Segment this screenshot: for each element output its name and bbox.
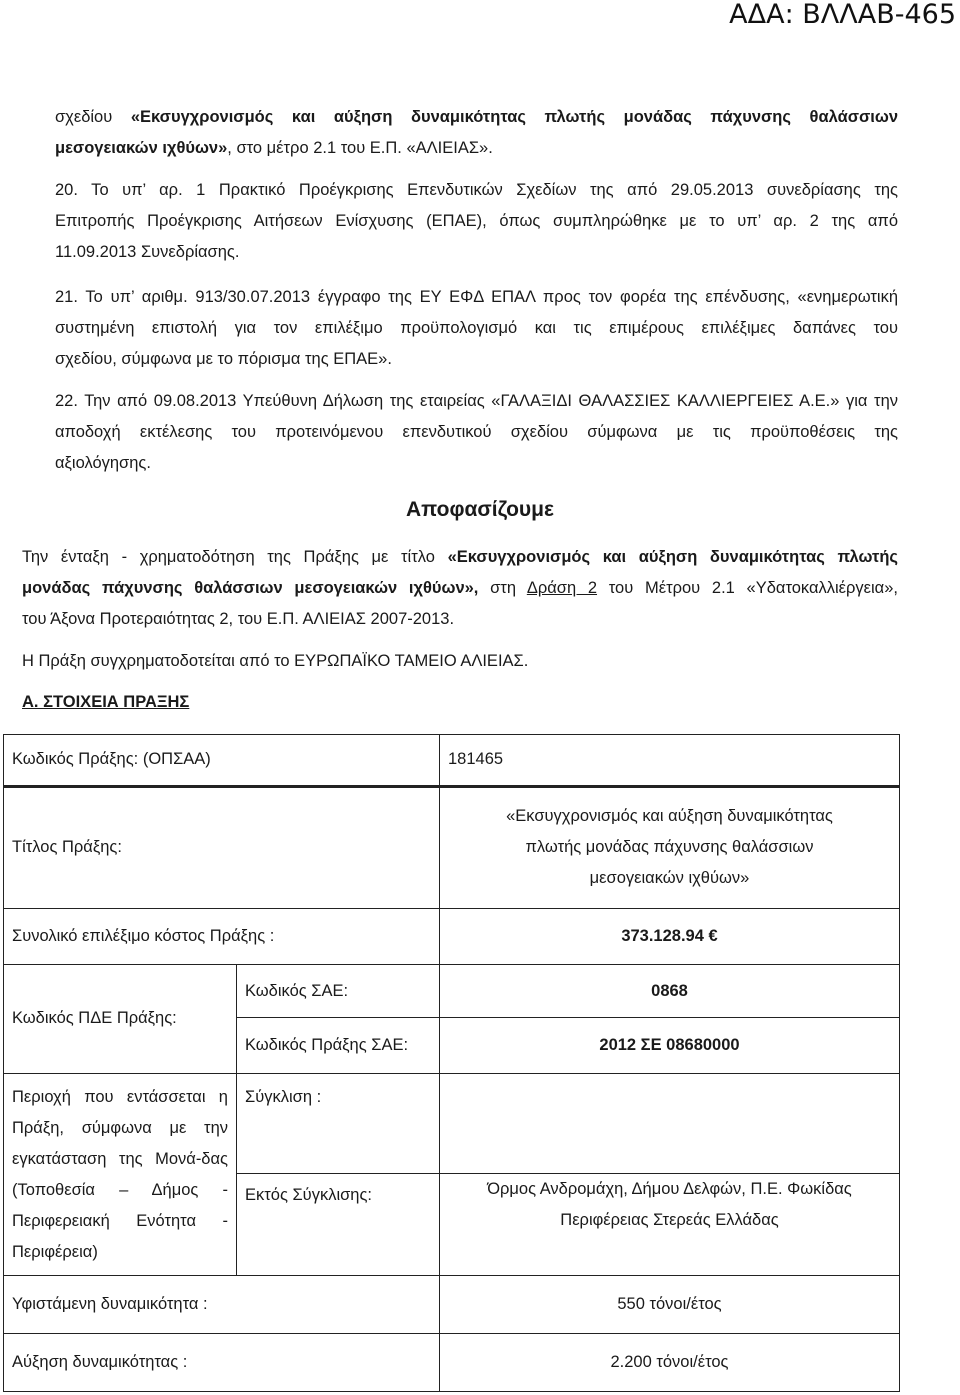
row-code: [4, 735, 900, 787]
convergence-value: [440, 1074, 900, 1173]
item-22-line-2: αποδοχή εκτέλεσης του προτεινόμενου επενδυτικού σχεδίου σύμφωνα με τις προϋποθέσεις της: [55, 423, 898, 441]
item-21-line-3: σχεδίου, σύμφωνα με το πόρισμα της ΕΠΑΕ».: [55, 350, 392, 368]
decision-body: Την ένταξη - χρηματοδότηση της Πράξης με τίτλο «Εκσυγχρονισμός και αύξηση δυναμικότητας πλωτής μονάδας πάχυνσης θαλάσσιων μεσογειακών ιχθύων», στη Δράση 2 του Μέτρου 2.1 «Υδατοκαλλιέργεια», του Άξονα Προτεραιότητας 2, του Ε.Π. ΑΛΙΕΙΑΣ 2007-2013.: [22, 542, 898, 635]
row-cost: [4, 908, 900, 964]
cofinancing-note: Η Πράξη συγχρηματοδοτείται από το ΕΥΡΩΠΑΪΚΟ ΤΑΜΕΙΟ ΑΛΙΕΙΑΣ.: [22, 652, 529, 670]
capacity-label: Υφιστάμενη δυναμικότητα :: [4, 1276, 440, 1334]
decision-title-bold-1: «Εκσυγχρονισμός και αύξηση δυναμικότητας πλωτής: [447, 548, 898, 566]
row-title: [4, 786, 900, 908]
action-link-text: Δράση 2: [526, 579, 598, 597]
section-title: Α. ΣΤΟΙΧΕΙΑ ΠΡΑΞΗΣ: [22, 693, 190, 711]
capacity-value: 550 τόνοι/έτος: [440, 1276, 900, 1334]
sae-code-value: 2012 ΣΕ 08680000: [440, 1018, 900, 1074]
code-value: 181465: [440, 735, 900, 787]
action-details-table: [3, 734, 900, 1392]
item-20-line-2: Επιτροπής Προέγκρισης Αιτήσεων Ενίσχυσης (ΕΠΑΕ), όπως συμπληρώθηκε με το υπ’ αρ. 2 της από: [55, 212, 898, 230]
intro-post: , στο μέτρο 2.1 του Ε.Π. «ΑΛΙΕΙΑΣ».: [227, 139, 493, 157]
cost-label: Συνολικό επιλέξιμο κόστος Πράξης :: [4, 908, 440, 964]
sae-value: 0868: [440, 964, 900, 1018]
euro-icon: €: [708, 926, 718, 945]
convergence-label: Σύγκλιση :: [237, 1074, 440, 1173]
item-20-line-3: 11.09.2013 Συνεδρίασης.: [55, 243, 240, 261]
row-capacity: [4, 1276, 900, 1334]
title-label: Τίτλος Πράξης:: [4, 786, 440, 908]
location-value: [440, 1173, 900, 1275]
item-21: [55, 282, 898, 375]
nonconvergence-label: Εκτός Σύγκλισης:: [237, 1173, 440, 1275]
item-21-line-1: 21. Το υπ’ αριθμ. 913/30.07.2013 έγγραφο της ΕΥ ΕΦΔ ΕΠΑΛ προς τον φορέα της επένδυσης, «ενημερωτική: [55, 288, 898, 306]
decision-line-3: του Άξονα Προτεραιότητας 2, του Ε.Π. ΑΛΙΕΙΑΣ 2007-2013.: [22, 610, 455, 628]
sae-code-label: Κωδικός Πράξης ΣΑΕ:: [237, 1018, 440, 1074]
increase-label: Αύξηση δυναμικότητας :: [4, 1333, 440, 1391]
row-sae: [4, 964, 900, 1018]
item-22-line-3: αξιολόγησης.: [55, 454, 151, 472]
intro-pre: σχεδίου: [55, 108, 131, 126]
row-convergence: [4, 1074, 900, 1173]
item-22: [55, 386, 898, 479]
ada-code: ΑΔΑ: ΒΛΛΑΒ-465: [729, 0, 956, 30]
location-line-2: Περιφέρειας Στερεάς Ελλάδας: [560, 1210, 779, 1229]
title-value: «Εκσυγχρονισμός και αύξηση δυναμικότητας πλωτής μονάδας πάχυνσης θαλάσσιων μεσογειακών ιχθύων»: [440, 786, 900, 908]
project-title-bold-1: «Εκσυγχρονισμός και αύξηση δυναμικότητας πλωτής μονάδας πάχυνσης θαλάσσιων: [130, 108, 898, 126]
item-22-line-1: 22. Την από 09.08.2013 Υπεύθυνη Δήλωση της εταιρείας «ΓΑΛΑΞΙΔΙ ΘΑΛΑΣΣΙΕΣ ΚΑΛΛΙΕΡΓΕΙΕΣ Α.Ε.» για την: [55, 392, 898, 410]
code-label: Κωδικός Πράξης: (ΟΠΣΑΑ): [4, 735, 440, 787]
decision-title-bold-2: μονάδας πάχυνσης θαλάσσιων μεσογειακών ιχθύων»,: [22, 579, 479, 597]
location-line-1: Όρμος Ανδρομάχη, Δήμου Δελφών, Π.Ε. Φωκίδας: [487, 1179, 852, 1198]
increase-value: 2.200 τόνοι/έτος: [440, 1333, 900, 1391]
row-increase: [4, 1333, 900, 1391]
intro-continuation: [55, 102, 898, 164]
sae-label: Κωδικός ΣΑΕ:: [237, 964, 440, 1018]
item-20-line-1: 20. Το υπ’ αρ. 1 Πρακτικό Προέγκρισης Επενδυτικών Σχεδίων της από 29.05.2013 συνεδρίασης της: [55, 181, 898, 199]
cost-value-cell: [440, 908, 900, 964]
item-21-line-2: συστημένη επιστολή για τον επιλέξιμο προϋπολογισμό και τις επιμέρους επιλέξιμες δαπάνες του: [55, 319, 898, 337]
decision-heading: Αποφασίζουμε: [406, 498, 554, 521]
cost-value: 373.128.94: [621, 926, 704, 945]
pde-label: Κωδικός ΠΔΕ Πράξης:: [4, 964, 237, 1074]
item-20: [55, 175, 898, 268]
decision-pre: Την ένταξη - χρηματοδότηση της Πράξης με τίτλο: [22, 548, 448, 566]
project-title-bold-2: μεσογειακών ιχθύων»: [55, 139, 228, 157]
region-label: Περιοχή που εντάσσεται η Πράξη, σύμφωνα με την εγκατάσταση της Μονά-δας (Τοποθεσία – Δήμος - Περιφερειακή Ενότητα - Περιφέρεια): [4, 1074, 237, 1276]
